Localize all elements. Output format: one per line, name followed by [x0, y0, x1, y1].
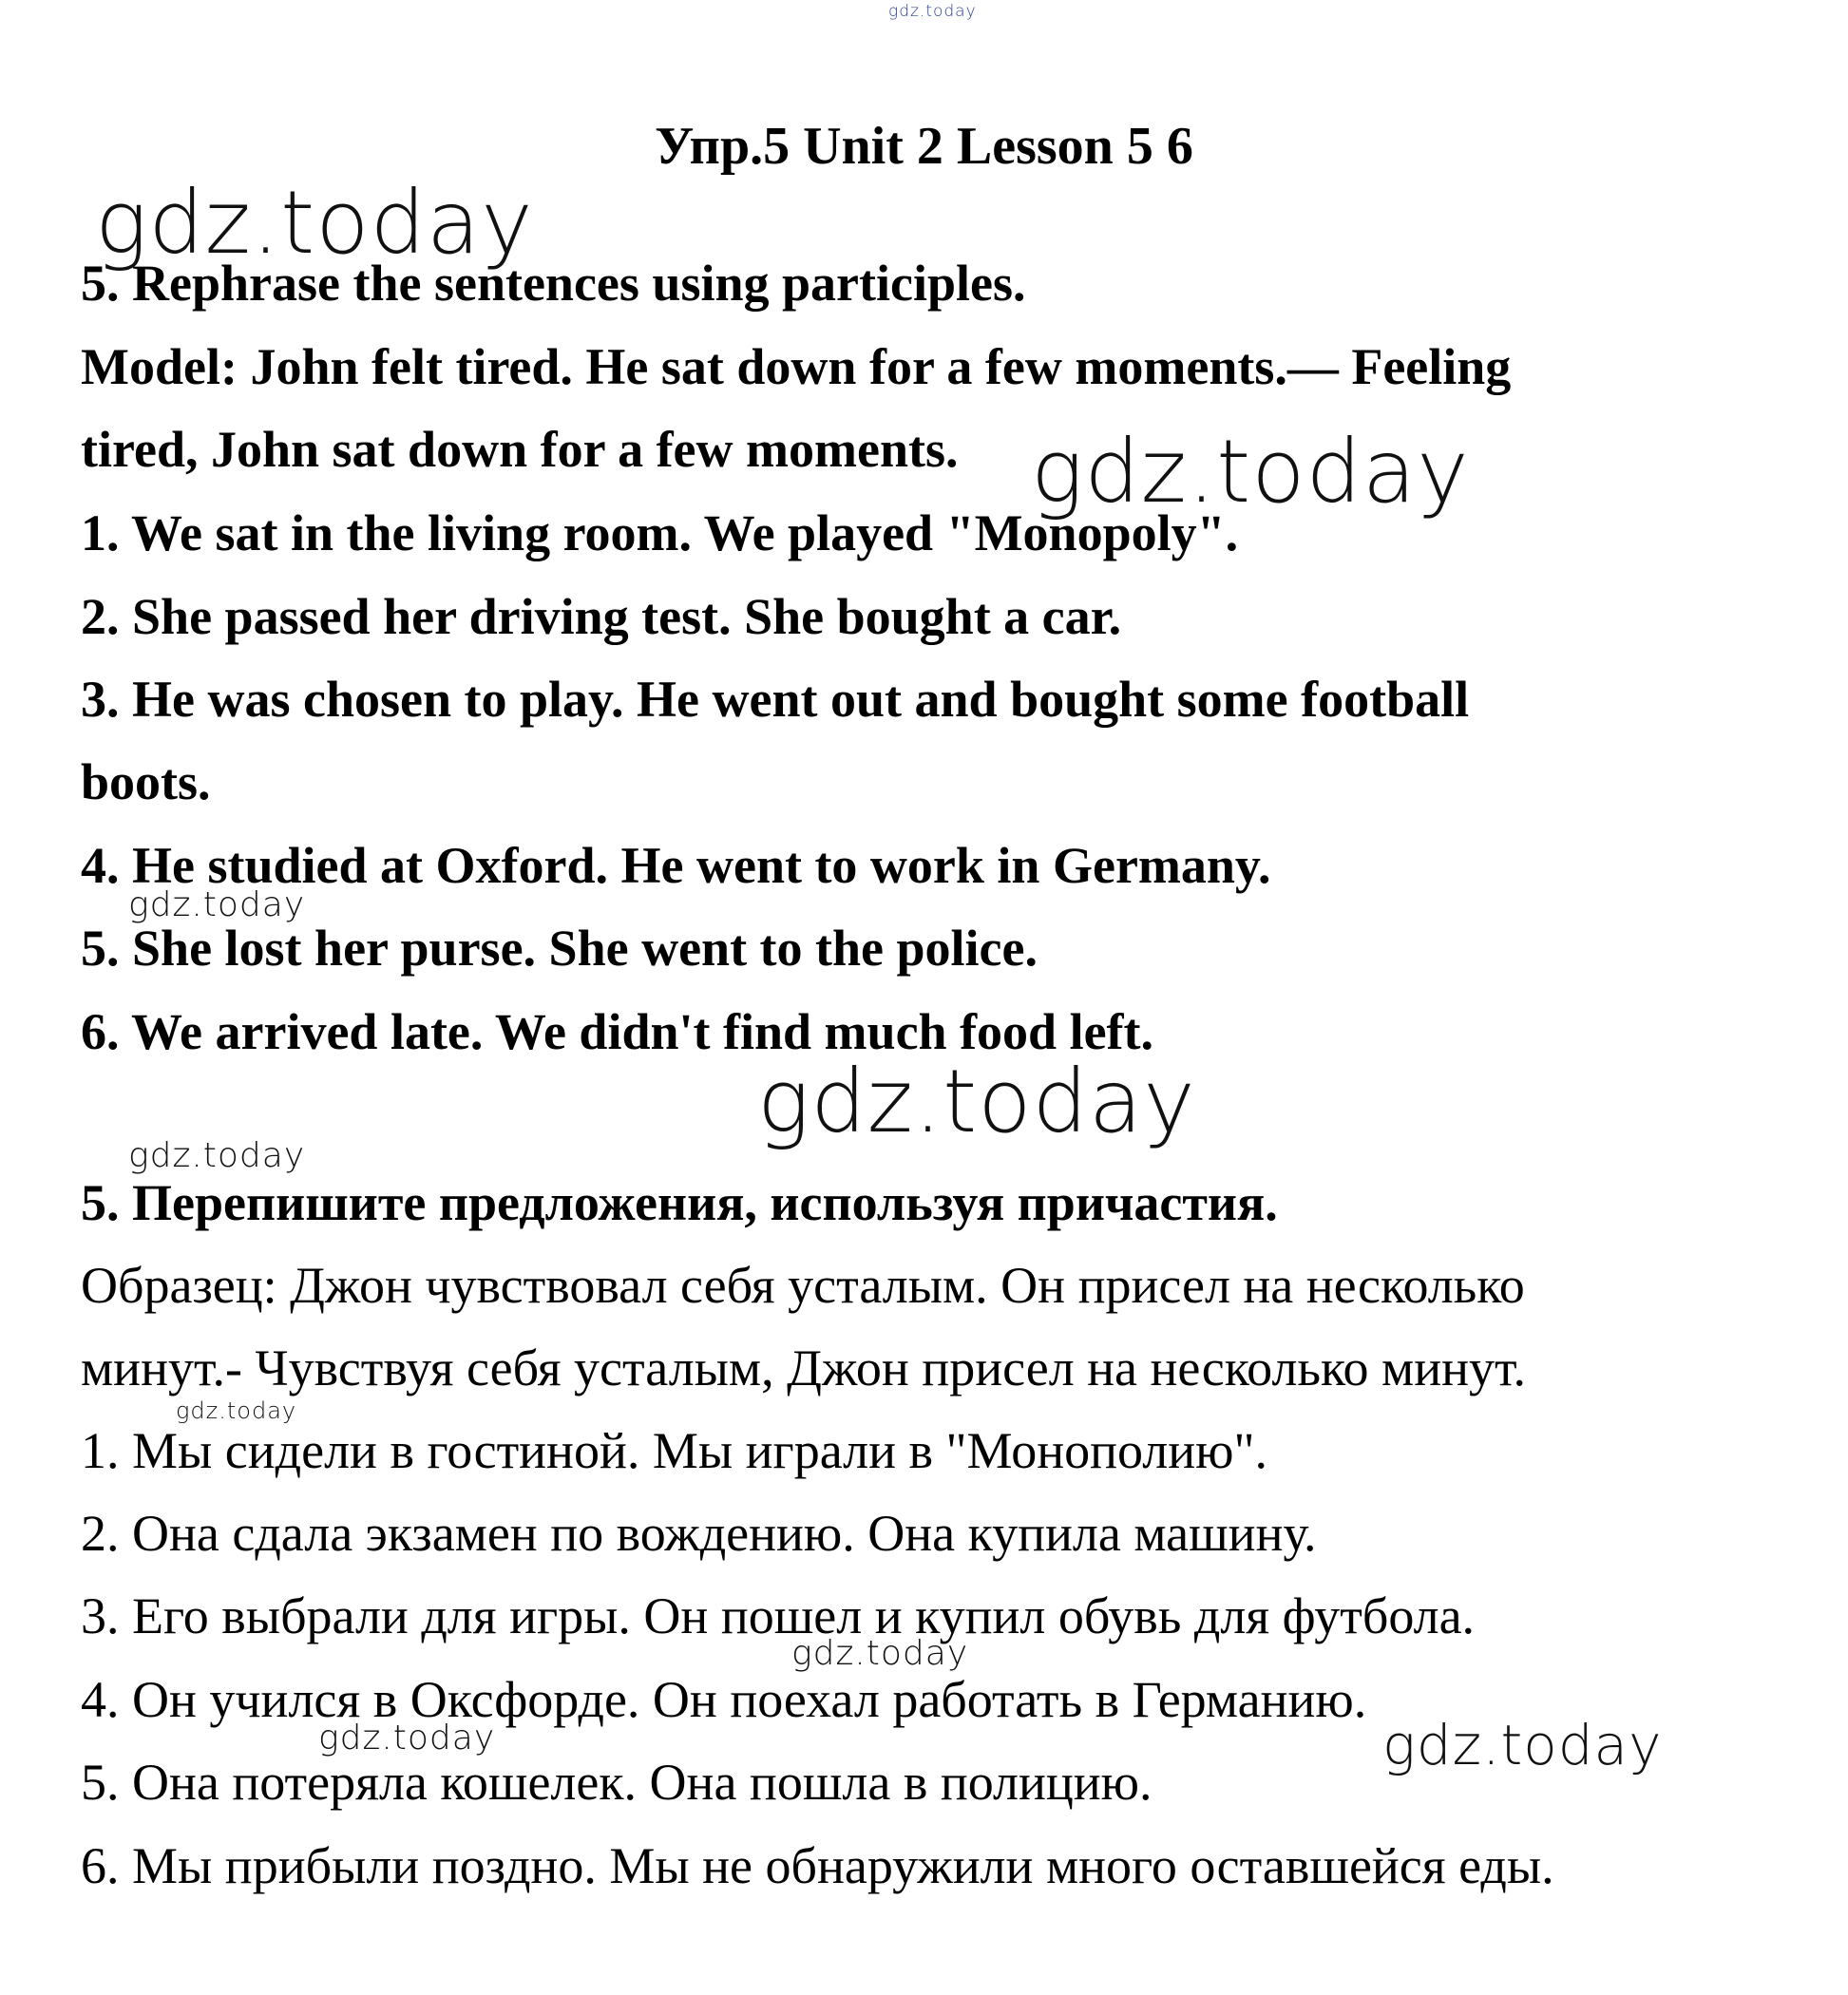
russian-item-3: 3. Его выбрали для игры. Он пошел и купил обувь для футбола. — [81, 1587, 1476, 1644]
english-item-1: 1. We sat in the living room. We played "Monopoly". — [81, 504, 1239, 561]
russian-model-line-1: Образец: Джон чувствовал себя усталым. Он присел на несколько — [81, 1257, 1525, 1314]
page-title: Упр.5 Unit 2 Lesson 5 6 — [655, 117, 1193, 176]
watermark-3: gdz.today — [128, 885, 306, 924]
watermark-9: gdz.today — [1382, 1713, 1663, 1777]
russian-item-2: 2. Она сдала экзамен по вождению. Она купила машину. — [81, 1505, 1317, 1562]
english-item-2: 2. She passed her driving test. She bought a car. — [81, 588, 1122, 645]
watermark-1: gdz.today — [95, 172, 534, 274]
russian-item-5: 5. Она потеряла кошелек. Она пошла в полицию. — [81, 1754, 1153, 1811]
russian-item-1: 1. Мы сидели в гостиной. Мы играли в "Монополию". — [81, 1422, 1268, 1479]
english-item-5: 5. She lost her purse. She went to the police. — [81, 920, 1038, 977]
english-model-line-1: Model: John felt tired. He sat down for a few moments.— Feeling — [81, 338, 1512, 395]
russian-item-4: 4. Он учился в Оксфорде. Он поехал работать в Германию. — [81, 1671, 1367, 1728]
watermark-5: gdz.today — [128, 1136, 306, 1175]
watermark-4: gdz.today — [757, 1051, 1196, 1152]
english-item-6: 6. We arrived late. We didn't find much food left. — [81, 1003, 1154, 1060]
russian-heading: 5. Перепишите предложения, используя причастия. — [81, 1174, 1278, 1231]
watermark-2: gdz.today — [1031, 421, 1470, 522]
watermark-7: gdz.today — [791, 1634, 969, 1673]
english-item-3-continuation: boots. — [81, 753, 211, 810]
english-heading: 5. Rephrase the sentences using participles. — [81, 255, 1026, 312]
english-item-4: 4. He studied at Oxford. He went to work in Germany. — [81, 837, 1271, 894]
watermark-6: gdz.today — [176, 1397, 297, 1424]
watermark-8: gdz.today — [318, 1719, 496, 1758]
english-item-3: 3. He was chosen to play. He went out and bought some football — [81, 671, 1470, 728]
watermark-top: gdz.today — [888, 2, 977, 21]
russian-item-6: 6. Мы прибыли поздно. Мы не обнаружили много оставшейся еды. — [81, 1837, 1554, 1894]
english-model-line-2: tired, John sat down for a few moments. — [81, 421, 959, 478]
russian-model-line-2: минут.- Чувствуя себя усталым, Джон присел на несколько минут. — [81, 1340, 1527, 1396]
